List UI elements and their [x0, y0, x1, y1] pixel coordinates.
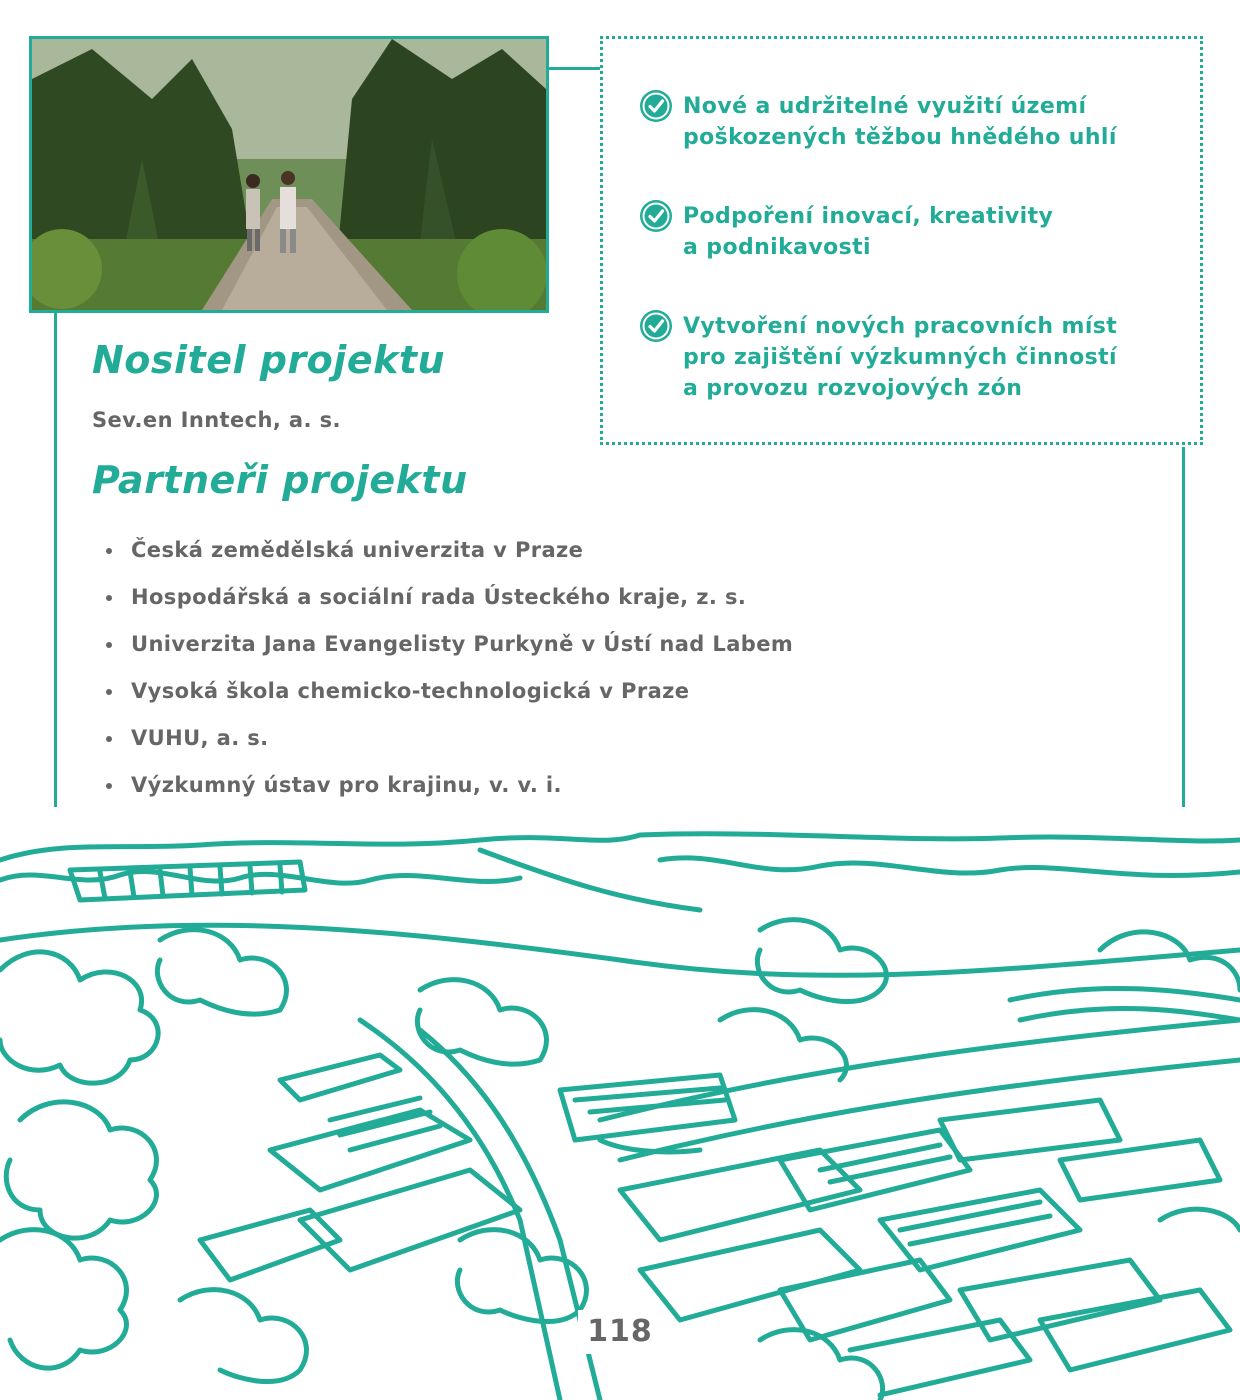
frame-line-top-connector — [546, 67, 600, 70]
check-circle-icon — [639, 309, 673, 343]
benefit-line: pro zajištění výzkumných činností — [683, 345, 1117, 370]
benefit-line: poškozených těžbou hnědého uhlí — [683, 125, 1117, 150]
forest-boardwalk-photo — [29, 36, 549, 313]
partner-item: Hospodářská a sociální rada Ústeckého kraje, z. s. — [104, 583, 793, 630]
frame-line-left — [54, 310, 57, 807]
partners-heading: Partneři projektu — [92, 458, 468, 502]
partner-item: Česká zemědělská univerzita v Praze — [104, 536, 793, 583]
partners-list — [104, 536, 793, 818]
benefit-line: a provozu rozvojových zón — [683, 376, 1023, 401]
benefit-item — [639, 201, 1053, 263]
page-number: 118 — [578, 1310, 662, 1354]
benefit-item — [639, 91, 1117, 153]
holder-name: Sev.en Inntech, a. s. — [92, 408, 341, 432]
partner-item: Výzkumný ústav pro krajinu, v. v. i. — [104, 771, 793, 818]
check-circle-icon — [639, 89, 673, 123]
holder-heading: Nositel projektu — [92, 338, 446, 382]
partner-item: Vysoká škola chemicko-technologická v Praze — [104, 677, 793, 724]
benefit-line: a podnikavosti — [683, 235, 872, 260]
benefits-box — [600, 36, 1203, 445]
partner-item: Univerzita Jana Evangelisty Purkyně v Ústí nad Labem — [104, 630, 793, 677]
benefit-line: Vytvoření nových pracovních míst — [683, 314, 1118, 339]
frame-line-right — [1182, 447, 1185, 807]
check-circle-icon — [639, 199, 673, 233]
benefit-line: Podpoření inovací, kreativity — [683, 204, 1054, 229]
partner-item: VUHU, a. s. — [104, 724, 793, 771]
benefit-line: Nové a udržitelné využití území — [683, 94, 1087, 119]
benefit-item — [639, 311, 1117, 404]
